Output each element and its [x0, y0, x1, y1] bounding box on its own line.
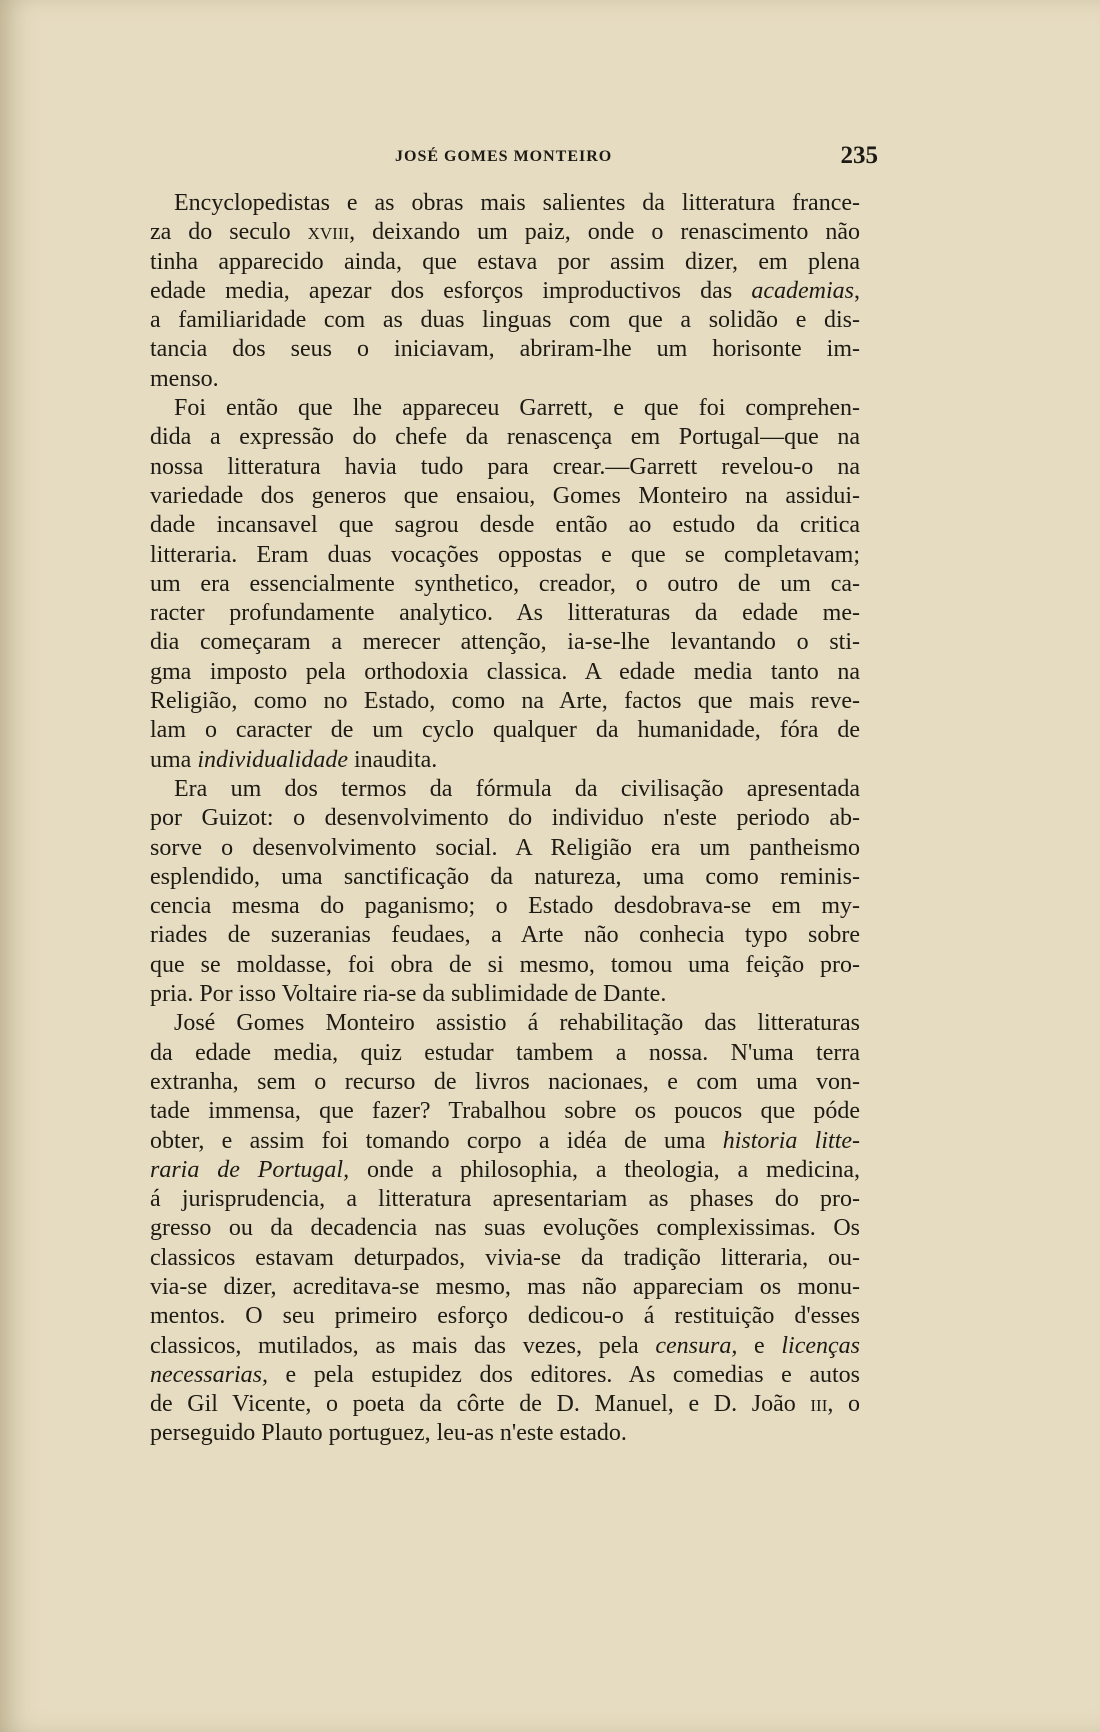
text-line: [150, 511, 860, 540]
text-span: via-se dizer, acreditava-se mesmo, mas não appareciam os monu-: [150, 1273, 860, 1300]
text-line: [150, 1390, 860, 1419]
text-line: [150, 1127, 860, 1156]
text-line: [150, 1185, 860, 1214]
text-line: [150, 306, 860, 335]
text-line: [150, 423, 860, 452]
text-span: classicos, mutilados, as mais das vezes, pela: [150, 1332, 656, 1359]
text-line: [150, 1419, 860, 1448]
text-line: [150, 218, 860, 247]
text-span: obter, e assim foi tomando corpo a idéa de uma: [150, 1127, 723, 1154]
running-head: [148, 140, 878, 176]
text-span: ,: [854, 277, 860, 304]
text-line: [150, 746, 860, 775]
text-span: á jurisprudencia, a litteratura apresentariam as phases do pro-: [150, 1186, 860, 1213]
text-span: Era um dos termos da fórmula da civilisação apresentada: [174, 775, 860, 802]
text-span: classicos estavam deturpados, vivia-se da tradição litteraria, ou-: [150, 1244, 860, 1271]
text-span: esplendido, uma sanctificação da natureza, uma como reminis-: [150, 863, 860, 890]
small-caps-span: xviii: [307, 219, 350, 246]
text-line: [150, 482, 860, 511]
text-span: , deixando um paiz, onde o renascimento não: [349, 219, 860, 246]
text-span: racter profundamente analytico. As litteraturas da edade me-: [150, 600, 860, 627]
text-span: litteraria. Eram duas vocações oppostas e que se completavam;: [150, 541, 860, 568]
text-line: [150, 658, 860, 687]
text-span: um era essencialmente synthetico, creador, o outro de um ca-: [150, 570, 860, 597]
text-span: mentos. O seu primeiro esforço dedicou-o á restituição d'esses: [150, 1303, 860, 1330]
running-title: JOSÉ GOMES MONTEIRO: [395, 148, 613, 165]
text-line: [150, 921, 860, 950]
text-line: [150, 1244, 860, 1273]
text-span: edade media, apezar dos esforços improductivos das: [150, 277, 752, 304]
text-span: tade immensa, que fazer? Trabalhou sobre os poucos que póde: [150, 1098, 860, 1125]
small-caps-span: iii: [810, 1391, 828, 1418]
text-line: [150, 277, 860, 306]
text-line: [150, 804, 860, 833]
text-span: menso.: [150, 365, 219, 392]
italic-span: necessarias,: [150, 1361, 268, 1388]
text-line: [150, 1009, 860, 1038]
italic-span: individualidade: [197, 746, 348, 773]
text-line: [150, 453, 860, 482]
text-span: gma imposto pela orthodoxia classica. A edade media tanto na: [150, 658, 860, 685]
text-span: Foi então que lhe appareceu Garrett, e que foi comprehen-: [174, 395, 860, 422]
text-span: riades de suzeranias feudaes, a Arte não conhecia typo sobre: [150, 922, 860, 949]
text-line: [150, 189, 860, 218]
text-line: [150, 716, 860, 745]
text-line: [150, 541, 860, 570]
italic-span: academias: [751, 277, 854, 304]
text-span: , o: [827, 1391, 860, 1418]
text-line: [150, 1302, 860, 1331]
text-span: a familiaridade com as duas linguas com que a solidão e dis-: [150, 307, 860, 334]
text-line: [150, 980, 860, 1009]
text-line: [150, 863, 860, 892]
text-span: dia começaram a merecer attenção, ia-se-lhe levantando o sti-: [150, 629, 860, 656]
text-span: tancia dos seus o iniciavam, abriram-lhe um horisonte im-: [150, 336, 860, 363]
text-line: [150, 951, 860, 980]
text-span: por Guizot: o desenvolvimento do individuo n'este periodo ab-: [150, 805, 860, 832]
text-line: [150, 1361, 860, 1390]
text-span: perseguido Plauto portuguez, leu-as n'este estado.: [150, 1420, 627, 1447]
text-span: dida a expressão do chefe da renascença em Portugal—que na: [150, 424, 860, 451]
text-span: Religião, como no Estado, como na Arte, factos que mais reve-: [150, 688, 860, 715]
text-span: de Gil Vicente, o poeta da côrte de D. Manuel, e D. João: [150, 1391, 811, 1418]
text-span: extranha, sem o recurso de livros nacionaes, e com uma von-: [150, 1068, 860, 1095]
text-span: da edade media, quiz estudar tambem a nossa. N'uma terra: [150, 1039, 860, 1066]
text-span: tinha apparecido ainda, que estava por assim dizer, em plena: [150, 248, 860, 275]
paragraph: [150, 394, 860, 775]
text-span: cencia mesma do paganismo; o Estado desdobrava-se em my-: [150, 893, 860, 920]
text-line: [150, 1156, 860, 1185]
text-line: [150, 892, 860, 921]
italic-span: licenças: [781, 1332, 860, 1359]
body-text: [150, 189, 860, 1449]
text-line: [150, 335, 860, 364]
italic-span: raria de Portugal,: [150, 1156, 350, 1183]
text-line: [150, 834, 860, 863]
text-line: [150, 1039, 860, 1068]
text-span: inaudita.: [347, 746, 438, 773]
text-line: [150, 248, 860, 277]
text-line: [150, 775, 860, 804]
text-line: [150, 1068, 860, 1097]
text-span: e: [737, 1332, 782, 1359]
italic-span: historia litte-: [722, 1127, 860, 1154]
text-line: [150, 687, 860, 716]
text-line: [150, 599, 860, 628]
text-span: que se moldasse, foi obra de si mesmo, tomou uma feição pro-: [150, 951, 860, 978]
text-span: José Gomes Monteiro assistio á rehabilitação das litteraturas: [174, 1010, 860, 1037]
paragraph: [150, 1009, 860, 1448]
text-line: [150, 365, 860, 394]
text-span: lam o caracter de um cyclo qualquer da humanidade, fóra de: [150, 717, 860, 744]
text-span: uma: [150, 746, 198, 773]
text-span: Encyclopedistas e as obras mais salientes da litteratura france-: [174, 190, 860, 216]
paragraph: [150, 189, 860, 394]
paragraph: [150, 775, 860, 1009]
text-line: [150, 570, 860, 599]
text-span: nossa litteratura havia tudo para crear.—Garrett revelou-o na: [150, 453, 860, 480]
italic-span: censura,: [655, 1332, 738, 1359]
text-span: gresso ou da decadencia nas suas evoluções complexissimas. Os: [150, 1215, 860, 1242]
text-line: [150, 394, 860, 423]
page-number: 235: [840, 142, 878, 169]
text-span: variedade dos generos que ensaiou, Gomes Monteiro na assidui-: [150, 482, 860, 509]
text-line: [150, 1332, 860, 1361]
text-line: [150, 628, 860, 657]
text-line: [150, 1097, 860, 1126]
text-span: e pela estupidez dos editores. As comedias e autos: [267, 1361, 860, 1388]
text-line: [150, 1273, 860, 1302]
text-span: za do seculo: [150, 219, 308, 246]
text-line: [150, 1214, 860, 1243]
text-span: onde a philosophia, a theologia, a medicina,: [349, 1156, 860, 1183]
text-span: dade incansavel que sagrou desde então ao estudo da critica: [150, 512, 860, 539]
text-span: pria. Por isso Voltaire ria-se da sublimidade de Dante.: [150, 981, 667, 1008]
text-span: sorve o desenvolvimento social. A Religião era um pantheismo: [150, 834, 860, 861]
